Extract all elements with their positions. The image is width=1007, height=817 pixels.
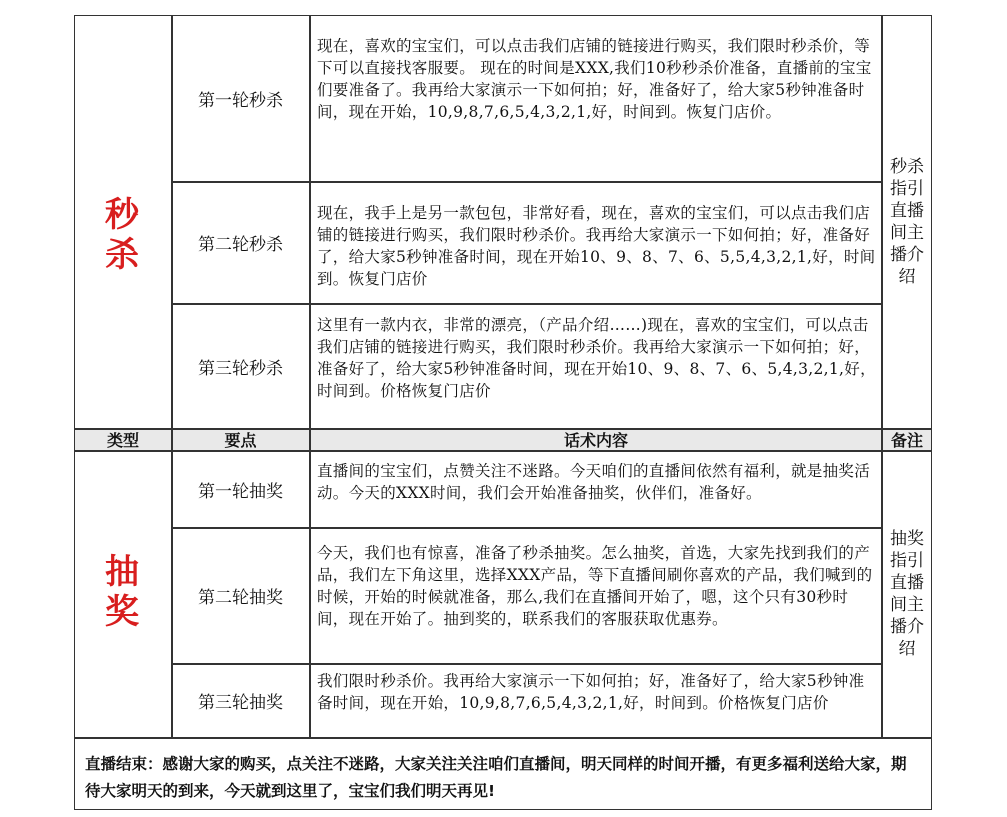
row-content	[311, 456, 881, 527]
row-point	[172, 664, 309, 737]
header-note-label: 备注	[890, 431, 923, 450]
row-point-label: 第一轮抽奖	[198, 481, 283, 502]
row-content-text: 直播间的宝宝们，点赞关注不迷路。今天咱们的直播间依然有福利，就是抽奖活动。今天的XXX时间，我们会开始准备抽奖，伙伴们，准备好。	[317, 462, 871, 502]
row-point	[172, 182, 309, 303]
row-content-text: 现在，喜欢的宝宝们，可以点击我们店铺的链接进行购买，我们限时秒杀价，等下可以直接找客服要。 现在的时间是XXX,我们10秒秒杀价准备，直播前的宝宝们要准备了。我再给大家演示一下如何拍；好，准备好了，给大家5秒钟准备时间，现在开始，10,9,8,7,6,5,4,3,2,1,好，时间到。恢复门店价。	[317, 37, 872, 121]
footer-closing-text: 直播结束：感谢大家的购买，点关注不迷路，大家关注关注咱们直播间，明天同样的时间开播，有更多福利送给大家，期待大家明天的到来，今天就到这里了，宝宝们我们明天再见!	[85, 755, 907, 800]
section-title-lottery	[86, 552, 158, 642]
row-point-label: 第三轮秒杀	[198, 358, 283, 379]
footer-closing-remarks	[75, 739, 931, 809]
note-lottery-text: 抽奖指引直播间主播介绍	[890, 529, 924, 659]
header-content	[311, 429, 881, 450]
row-point-label: 第三轮抽奖	[198, 693, 283, 713]
row-content	[311, 538, 881, 663]
row-point	[172, 304, 309, 428]
row-point	[172, 528, 309, 663]
header-point	[172, 429, 309, 450]
row-point-label: 第二轮秒杀	[198, 235, 283, 255]
row-point	[172, 451, 309, 527]
row-content	[311, 31, 881, 181]
header-type	[75, 429, 171, 450]
row-point	[172, 16, 309, 181]
row-point-label: 第一轮秒杀	[198, 91, 283, 111]
row-content-text: 这里有一款内衣，非常的漂亮，（产品介绍……)现在，喜欢的宝宝们，可以点击我们店铺的链接进行购买，我们限时秒杀价。我再给大家演示一下如何拍；好，准备好了，给大家5秒钟准备时间，现在开始10、9、8、7、6、5,4,3,2,1,好，时间到。价格恢复门店价	[317, 316, 876, 400]
header-content-label: 话术内容	[563, 431, 628, 450]
section-title-lottery-text: 抽奖	[105, 552, 139, 632]
header-note	[883, 429, 931, 450]
header-type-label: 类型	[106, 431, 139, 450]
row-content-text: 今天，我们也有惊喜，准备了秒杀抽奖。怎么抽奖，首选，大家先找到我们的产品，我们左下角这里，选择XXX产品，等下直播间刷你喜欢的产品，我们喊到的时候，开始的时候就准备，那么,我们在直播间开始了，嗯，这个只有30秒时间，现在开始了。抽到奖的，联系我们的客服获取优惠券。	[317, 544, 873, 628]
section-title-flash-sale	[86, 195, 158, 285]
row-content	[311, 666, 881, 737]
header-point-label: 要点	[224, 431, 257, 450]
note-lottery	[883, 451, 931, 737]
note-flash-sale-text: 秒杀指引直播间主播介绍	[890, 157, 924, 287]
note-flash-sale	[883, 16, 931, 428]
row-content-text: 我们限时秒杀价。我再给大家演示一下如何拍；好，准备好了，给大家5秒钟准备时间，现在开始，10,9,8,7,6,5,4,3,2,1,好，时间到。价格恢复门店价	[317, 672, 865, 712]
row-content-text: 现在，我手上是另一款包包，非常好看，现在，喜欢的宝宝们，可以点击我们店铺的链接进行购买，我们限时秒杀价。我再给大家演示一下如何拍；好，准备好了，给大家5秒钟准备时间，现在开始10、9、8、7、6、5,5,4,3,2,1,好，时间到。恢复门店价	[317, 204, 876, 288]
row-point-label: 第二轮抽奖	[198, 588, 283, 608]
section-title-flash-sale-text: 秒杀	[105, 195, 139, 275]
row-content	[311, 198, 881, 303]
row-content	[311, 310, 881, 428]
